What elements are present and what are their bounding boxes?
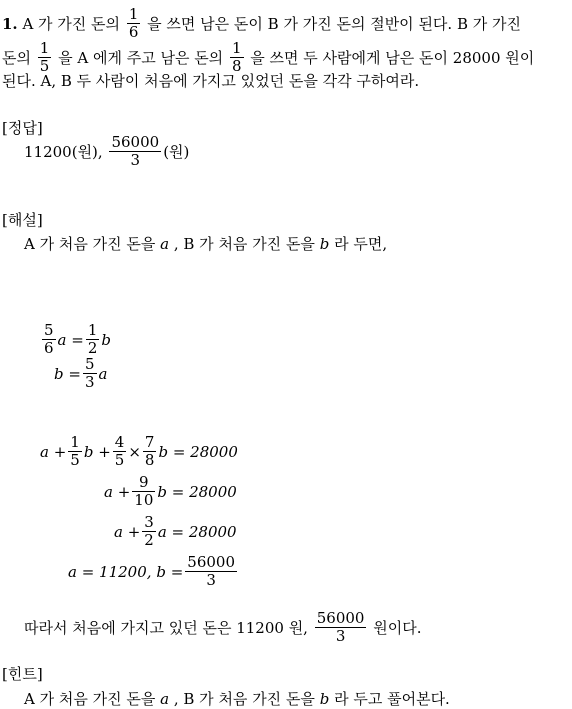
equation-term: b = xyxy=(54,364,81,383)
fraction xyxy=(42,322,56,357)
equation-term: b + xyxy=(83,442,111,461)
fraction-denominator: 2 xyxy=(144,531,154,549)
fraction-numerator: 1 xyxy=(128,5,139,23)
fraction-denominator: 10 xyxy=(134,491,154,509)
explanation-text: 라 두면, xyxy=(334,235,388,253)
equation-term: a = 11200, xyxy=(68,562,152,581)
fraction xyxy=(109,134,161,169)
equation-1 xyxy=(40,322,111,357)
hint-line xyxy=(24,688,450,709)
answer-line xyxy=(24,134,189,169)
fraction-denominator: 6 xyxy=(44,339,54,357)
conclusion-text: 원이다. xyxy=(373,619,422,637)
equation-4 xyxy=(104,474,237,509)
fraction xyxy=(113,434,127,469)
explanation-intro xyxy=(24,233,387,254)
hint-text: , B 가 처음 가진 돈을 xyxy=(173,690,315,708)
hint-label: [힌트] xyxy=(2,665,43,683)
fraction-numerator: 56000 xyxy=(187,553,235,571)
answer-unit: (원) xyxy=(163,143,190,161)
equation-term: a + xyxy=(104,482,131,501)
fraction-numerator: 3 xyxy=(144,513,154,531)
problem-text: 을 쓰면 남은 돈이 B 가 가진 돈의 절반이 된다. B 가 가진 xyxy=(147,15,521,33)
fraction-denominator: 3 xyxy=(206,571,216,589)
fraction xyxy=(132,474,155,509)
fraction-denominator: 3 xyxy=(84,373,95,391)
fraction-denominator: 5 xyxy=(39,57,50,75)
problem-line-3: 된다. A, B 두 사람이 처음에 가지고 있었던 돈을 각각 구하여라. xyxy=(2,72,420,90)
fraction-numerator: 9 xyxy=(132,474,155,492)
fraction-numerator: 1 xyxy=(231,39,242,57)
fraction-numerator: 4 xyxy=(114,433,125,451)
equation-term: b = 28000 xyxy=(157,482,237,501)
fraction-denominator: 5 xyxy=(114,451,125,469)
conclusion-text: 따라서 처음에 가지고 있던 돈은 11200 원, xyxy=(24,619,308,637)
fraction-denominator: 8 xyxy=(144,451,155,469)
equation-term: a = xyxy=(57,330,84,349)
variable-b: b xyxy=(319,234,330,253)
equation-operator: × xyxy=(128,442,141,461)
problem-text: 을 A 에게 주고 남은 돈의 xyxy=(58,49,224,67)
equation-6 xyxy=(68,554,239,589)
fraction-numerator: 1 xyxy=(39,39,50,57)
variable-a: a xyxy=(160,234,170,253)
problem-text: 돈의 xyxy=(2,49,31,67)
fraction-numerator: 1 xyxy=(87,321,98,339)
equation-term: a + xyxy=(114,522,141,541)
fraction-denominator: 6 xyxy=(128,23,139,41)
fraction-denominator: 5 xyxy=(70,451,80,469)
fraction-denominator: 8 xyxy=(231,57,242,75)
equation-3 xyxy=(40,434,238,469)
fraction-denominator: 3 xyxy=(130,151,141,169)
explanation-text: A 가 처음 가진 돈을 xyxy=(24,235,156,253)
fraction-numerator: 5 xyxy=(44,321,54,339)
fraction xyxy=(185,554,237,589)
problem-line-1 xyxy=(2,6,521,41)
answer-label: [정답] xyxy=(2,119,43,137)
fraction xyxy=(83,356,97,391)
equation-2 xyxy=(54,356,107,391)
fraction xyxy=(86,322,100,357)
fraction xyxy=(127,6,141,41)
problem-number: 1. xyxy=(2,14,18,33)
fraction-denominator: 2 xyxy=(87,339,98,357)
explanation-text: , B 가 처음 가진 돈을 xyxy=(173,235,315,253)
fraction-numerator: 7 xyxy=(144,433,155,451)
fraction xyxy=(142,514,156,549)
problem-text: A 가 가진 돈의 xyxy=(22,15,121,33)
fraction-numerator: 56000 xyxy=(316,609,365,627)
equation-5 xyxy=(114,514,237,549)
explanation-label: [해설] xyxy=(2,211,43,229)
equation-term: a xyxy=(98,364,108,383)
equation-term: a = 28000 xyxy=(157,522,237,541)
fraction xyxy=(143,434,157,469)
equation-term: a + xyxy=(40,442,67,461)
hint-text: A 가 처음 가진 돈을 xyxy=(24,690,156,708)
equation-term: b = xyxy=(156,562,184,581)
problem-text: 을 쓰면 두 사람에게 남은 돈이 28000 원이 xyxy=(250,49,535,67)
equation-term: b = 28000 xyxy=(158,442,238,461)
fraction-denominator: 3 xyxy=(335,627,346,645)
variable-a: a xyxy=(160,689,170,708)
hint-text: 라 두고 풀어본다. xyxy=(334,690,450,708)
variable-b: b xyxy=(319,689,330,708)
answer-value: 11200(원), xyxy=(24,143,103,161)
fraction-numerator: 1 xyxy=(70,433,80,451)
fraction-numerator: 5 xyxy=(84,355,95,373)
conclusion-line xyxy=(24,610,422,645)
fraction xyxy=(315,610,367,645)
equation-term: b xyxy=(101,330,111,349)
fraction xyxy=(68,434,82,469)
fraction-numerator: 56000 xyxy=(111,133,160,151)
